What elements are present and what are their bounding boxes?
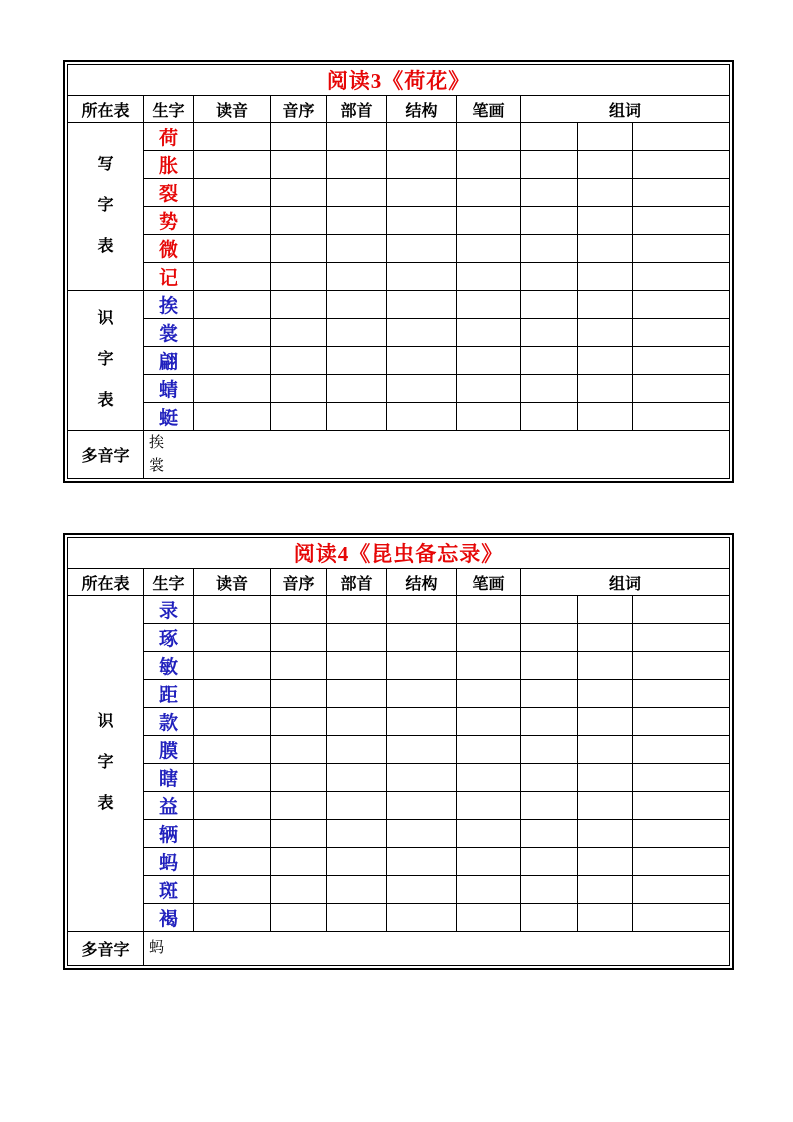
empty-cell xyxy=(521,624,578,652)
table-row xyxy=(68,764,730,792)
empty-cell xyxy=(521,319,578,347)
character-cell: 蜓 xyxy=(144,403,194,431)
empty-cell xyxy=(633,263,730,291)
empty-cell xyxy=(521,764,578,792)
character-cell: 褐 xyxy=(144,904,194,932)
empty-cell xyxy=(578,207,633,235)
empty-cell xyxy=(633,375,730,403)
empty-cell xyxy=(271,151,327,179)
group-label-text: 写字表 xyxy=(97,156,114,255)
col-pronunciation: 读音 xyxy=(194,96,271,123)
table-row xyxy=(68,151,730,179)
empty-cell xyxy=(194,347,271,375)
empty-cell xyxy=(521,151,578,179)
empty-cell xyxy=(578,291,633,319)
empty-cell xyxy=(194,792,271,820)
col-location: 所在表 xyxy=(68,569,144,596)
character-cell: 膜 xyxy=(144,736,194,764)
col-words: 组词 xyxy=(521,569,730,596)
character-cell: 录 xyxy=(144,596,194,624)
empty-cell xyxy=(521,848,578,876)
empty-cell xyxy=(194,319,271,347)
empty-cell xyxy=(578,179,633,207)
table-header-row xyxy=(68,569,730,596)
empty-cell xyxy=(327,235,387,263)
empty-cell xyxy=(457,179,521,207)
col-radical: 部首 xyxy=(327,569,387,596)
character-cell: 荷 xyxy=(144,123,194,151)
empty-cell xyxy=(633,235,730,263)
empty-cell xyxy=(457,596,521,624)
empty-cell xyxy=(271,403,327,431)
polyphone-content xyxy=(144,932,730,966)
empty-cell xyxy=(327,820,387,848)
empty-cell xyxy=(578,123,633,151)
col-radical: 部首 xyxy=(327,96,387,123)
table-row xyxy=(68,347,730,375)
empty-cell xyxy=(194,596,271,624)
character-cell: 裳 xyxy=(144,319,194,347)
character-cell: 距 xyxy=(144,680,194,708)
empty-cell xyxy=(194,263,271,291)
empty-cell xyxy=(633,347,730,375)
empty-cell xyxy=(633,319,730,347)
empty-cell xyxy=(578,820,633,848)
empty-cell xyxy=(457,792,521,820)
empty-cell xyxy=(327,319,387,347)
empty-cell xyxy=(457,207,521,235)
polyphone-char: 裳 xyxy=(149,457,165,474)
empty-cell xyxy=(521,736,578,764)
empty-cell xyxy=(457,876,521,904)
empty-cell xyxy=(271,764,327,792)
polyphone-char: 挨 xyxy=(149,435,165,451)
table-row xyxy=(68,123,730,151)
empty-cell xyxy=(271,708,327,736)
empty-cell xyxy=(521,680,578,708)
empty-cell xyxy=(387,207,457,235)
character-cell: 辆 xyxy=(144,820,194,848)
empty-cell xyxy=(327,848,387,876)
empty-cell xyxy=(457,904,521,932)
empty-cell xyxy=(194,151,271,179)
group-label-recognition xyxy=(68,596,144,932)
table-row xyxy=(68,207,730,235)
character-cell: 蜻 xyxy=(144,375,194,403)
empty-cell xyxy=(194,624,271,652)
table-row xyxy=(68,291,730,319)
table-row xyxy=(68,680,730,708)
character-cell: 挨 xyxy=(144,291,194,319)
empty-cell xyxy=(578,792,633,820)
empty-cell xyxy=(194,708,271,736)
table-row xyxy=(68,792,730,820)
empty-cell xyxy=(387,736,457,764)
character-cell: 敏 xyxy=(144,652,194,680)
empty-cell xyxy=(633,179,730,207)
empty-cell xyxy=(633,876,730,904)
polyphone-row xyxy=(68,431,730,479)
col-alpha-order: 音序 xyxy=(271,569,327,596)
empty-cell xyxy=(633,792,730,820)
character-cell: 势 xyxy=(144,207,194,235)
empty-cell xyxy=(271,680,327,708)
empty-cell xyxy=(578,151,633,179)
empty-cell xyxy=(578,680,633,708)
table-row xyxy=(68,820,730,848)
empty-cell xyxy=(387,151,457,179)
empty-cell xyxy=(457,403,521,431)
group-label-text: 识字表 xyxy=(97,713,114,812)
empty-cell xyxy=(327,652,387,680)
empty-cell xyxy=(194,820,271,848)
empty-cell xyxy=(271,876,327,904)
empty-cell xyxy=(633,820,730,848)
table-row xyxy=(68,904,730,932)
empty-cell xyxy=(457,820,521,848)
group-label-text: 识字表 xyxy=(97,310,114,409)
empty-cell xyxy=(578,596,633,624)
empty-cell xyxy=(457,764,521,792)
empty-cell xyxy=(457,151,521,179)
table-row xyxy=(68,179,730,207)
empty-cell xyxy=(457,291,521,319)
empty-cell xyxy=(578,403,633,431)
character-cell: 斑 xyxy=(144,876,194,904)
table-row xyxy=(68,319,730,347)
empty-cell xyxy=(633,680,730,708)
empty-cell xyxy=(578,347,633,375)
empty-cell xyxy=(327,708,387,736)
empty-cell xyxy=(578,708,633,736)
empty-cell xyxy=(521,820,578,848)
empty-cell xyxy=(457,263,521,291)
empty-cell xyxy=(327,680,387,708)
empty-cell xyxy=(327,596,387,624)
empty-cell xyxy=(521,792,578,820)
table-row xyxy=(68,596,730,624)
empty-cell xyxy=(327,375,387,403)
empty-cell xyxy=(578,736,633,764)
empty-cell xyxy=(578,624,633,652)
empty-cell xyxy=(457,235,521,263)
lesson4-table xyxy=(63,533,734,970)
empty-cell xyxy=(578,235,633,263)
empty-cell xyxy=(633,123,730,151)
empty-cell xyxy=(521,179,578,207)
empty-cell xyxy=(457,708,521,736)
empty-cell xyxy=(387,319,457,347)
col-character: 生字 xyxy=(144,96,194,123)
empty-cell xyxy=(271,179,327,207)
empty-cell xyxy=(327,736,387,764)
empty-cell xyxy=(387,708,457,736)
empty-cell xyxy=(521,708,578,736)
col-strokes: 笔画 xyxy=(457,96,521,123)
group-label-writing xyxy=(68,123,144,291)
empty-cell xyxy=(387,263,457,291)
empty-cell xyxy=(457,680,521,708)
empty-cell xyxy=(521,123,578,151)
empty-cell xyxy=(387,792,457,820)
empty-cell xyxy=(578,375,633,403)
empty-cell xyxy=(271,319,327,347)
empty-cell xyxy=(457,736,521,764)
empty-cell xyxy=(271,624,327,652)
empty-cell xyxy=(194,375,271,403)
empty-cell xyxy=(387,235,457,263)
empty-cell xyxy=(327,151,387,179)
empty-cell xyxy=(578,764,633,792)
empty-cell xyxy=(633,207,730,235)
empty-cell xyxy=(633,708,730,736)
group-label-recognition xyxy=(68,291,144,431)
table-row xyxy=(68,624,730,652)
character-cell: 款 xyxy=(144,708,194,736)
table-row xyxy=(68,263,730,291)
empty-cell xyxy=(327,403,387,431)
empty-cell xyxy=(194,904,271,932)
lesson3-table xyxy=(63,60,734,483)
empty-cell xyxy=(387,764,457,792)
empty-cell xyxy=(271,347,327,375)
character-cell: 翩 xyxy=(144,347,194,375)
empty-cell xyxy=(271,123,327,151)
empty-cell xyxy=(387,624,457,652)
table-row xyxy=(68,235,730,263)
empty-cell xyxy=(387,123,457,151)
empty-cell xyxy=(521,263,578,291)
empty-cell xyxy=(457,624,521,652)
empty-cell xyxy=(457,375,521,403)
empty-cell xyxy=(578,319,633,347)
empty-cell xyxy=(633,764,730,792)
table-row xyxy=(68,736,730,764)
table-row xyxy=(68,876,730,904)
empty-cell xyxy=(578,263,633,291)
empty-cell xyxy=(521,207,578,235)
empty-cell xyxy=(194,123,271,151)
empty-cell xyxy=(521,235,578,263)
empty-cell xyxy=(271,848,327,876)
empty-cell xyxy=(387,596,457,624)
empty-cell xyxy=(194,207,271,235)
empty-cell xyxy=(194,235,271,263)
character-cell: 蚂 xyxy=(144,848,194,876)
empty-cell xyxy=(271,904,327,932)
empty-cell xyxy=(633,151,730,179)
empty-cell xyxy=(633,904,730,932)
empty-cell xyxy=(521,904,578,932)
empty-cell xyxy=(578,904,633,932)
col-character: 生字 xyxy=(144,569,194,596)
empty-cell xyxy=(521,876,578,904)
empty-cell xyxy=(271,291,327,319)
empty-cell xyxy=(271,596,327,624)
empty-cell xyxy=(271,207,327,235)
empty-cell xyxy=(387,876,457,904)
empty-cell xyxy=(457,848,521,876)
lesson4-title: 阅读4《昆虫备忘录》 xyxy=(68,538,730,569)
polyphone-content xyxy=(144,431,730,479)
empty-cell xyxy=(578,876,633,904)
empty-cell xyxy=(327,764,387,792)
character-cell: 琢 xyxy=(144,624,194,652)
col-words: 组词 xyxy=(521,96,730,123)
empty-cell xyxy=(387,375,457,403)
empty-cell xyxy=(633,291,730,319)
empty-cell xyxy=(194,736,271,764)
empty-cell xyxy=(633,596,730,624)
empty-cell xyxy=(271,235,327,263)
polyphone-label: 多音字 xyxy=(68,932,144,966)
empty-cell xyxy=(633,624,730,652)
empty-cell xyxy=(194,876,271,904)
empty-cell xyxy=(521,375,578,403)
empty-cell xyxy=(387,179,457,207)
character-cell: 瞎 xyxy=(144,764,194,792)
col-pronunciation: 读音 xyxy=(194,569,271,596)
empty-cell xyxy=(521,652,578,680)
table-row xyxy=(68,375,730,403)
empty-cell xyxy=(633,652,730,680)
empty-cell xyxy=(271,792,327,820)
empty-cell xyxy=(327,179,387,207)
col-strokes: 笔画 xyxy=(457,569,521,596)
empty-cell xyxy=(633,736,730,764)
polyphone-char: 蚂 xyxy=(149,940,165,957)
table-title-row xyxy=(68,538,730,569)
empty-cell xyxy=(633,403,730,431)
empty-cell xyxy=(327,207,387,235)
empty-cell xyxy=(457,123,521,151)
empty-cell xyxy=(521,347,578,375)
empty-cell xyxy=(633,848,730,876)
empty-cell xyxy=(327,291,387,319)
empty-cell xyxy=(387,904,457,932)
empty-cell xyxy=(327,347,387,375)
empty-cell xyxy=(387,403,457,431)
empty-cell xyxy=(578,848,633,876)
character-cell: 益 xyxy=(144,792,194,820)
character-cell: 胀 xyxy=(144,151,194,179)
polyphone-label: 多音字 xyxy=(68,431,144,479)
empty-cell xyxy=(457,347,521,375)
table-row xyxy=(68,708,730,736)
empty-cell xyxy=(194,680,271,708)
col-location: 所在表 xyxy=(68,96,144,123)
empty-cell xyxy=(327,624,387,652)
empty-cell xyxy=(271,375,327,403)
lesson3-grid xyxy=(67,64,730,479)
empty-cell xyxy=(521,291,578,319)
lesson3-title: 阅读3《荷花》 xyxy=(68,65,730,96)
empty-cell xyxy=(327,904,387,932)
character-cell: 裂 xyxy=(144,179,194,207)
table-row xyxy=(68,848,730,876)
empty-cell xyxy=(387,347,457,375)
empty-cell xyxy=(457,652,521,680)
character-cell: 记 xyxy=(144,263,194,291)
empty-cell xyxy=(521,403,578,431)
table-row xyxy=(68,403,730,431)
empty-cell xyxy=(387,291,457,319)
character-cell: 微 xyxy=(144,235,194,263)
empty-cell xyxy=(387,680,457,708)
empty-cell xyxy=(271,736,327,764)
empty-cell xyxy=(194,652,271,680)
empty-cell xyxy=(457,319,521,347)
empty-cell xyxy=(387,848,457,876)
col-structure: 结构 xyxy=(387,569,457,596)
table-row xyxy=(68,652,730,680)
empty-cell xyxy=(387,820,457,848)
col-alpha-order: 音序 xyxy=(271,96,327,123)
empty-cell xyxy=(194,179,271,207)
table-header-row xyxy=(68,96,730,123)
lesson4-grid xyxy=(67,537,730,966)
empty-cell xyxy=(194,291,271,319)
empty-cell xyxy=(578,652,633,680)
col-structure: 结构 xyxy=(387,96,457,123)
empty-cell xyxy=(327,263,387,291)
empty-cell xyxy=(194,848,271,876)
empty-cell xyxy=(271,652,327,680)
empty-cell xyxy=(387,652,457,680)
empty-cell xyxy=(271,820,327,848)
empty-cell xyxy=(271,263,327,291)
polyphone-row xyxy=(68,932,730,966)
empty-cell xyxy=(327,876,387,904)
empty-cell xyxy=(194,764,271,792)
empty-cell xyxy=(327,123,387,151)
empty-cell xyxy=(521,596,578,624)
empty-cell xyxy=(194,403,271,431)
table-title-row xyxy=(68,65,730,96)
empty-cell xyxy=(327,792,387,820)
